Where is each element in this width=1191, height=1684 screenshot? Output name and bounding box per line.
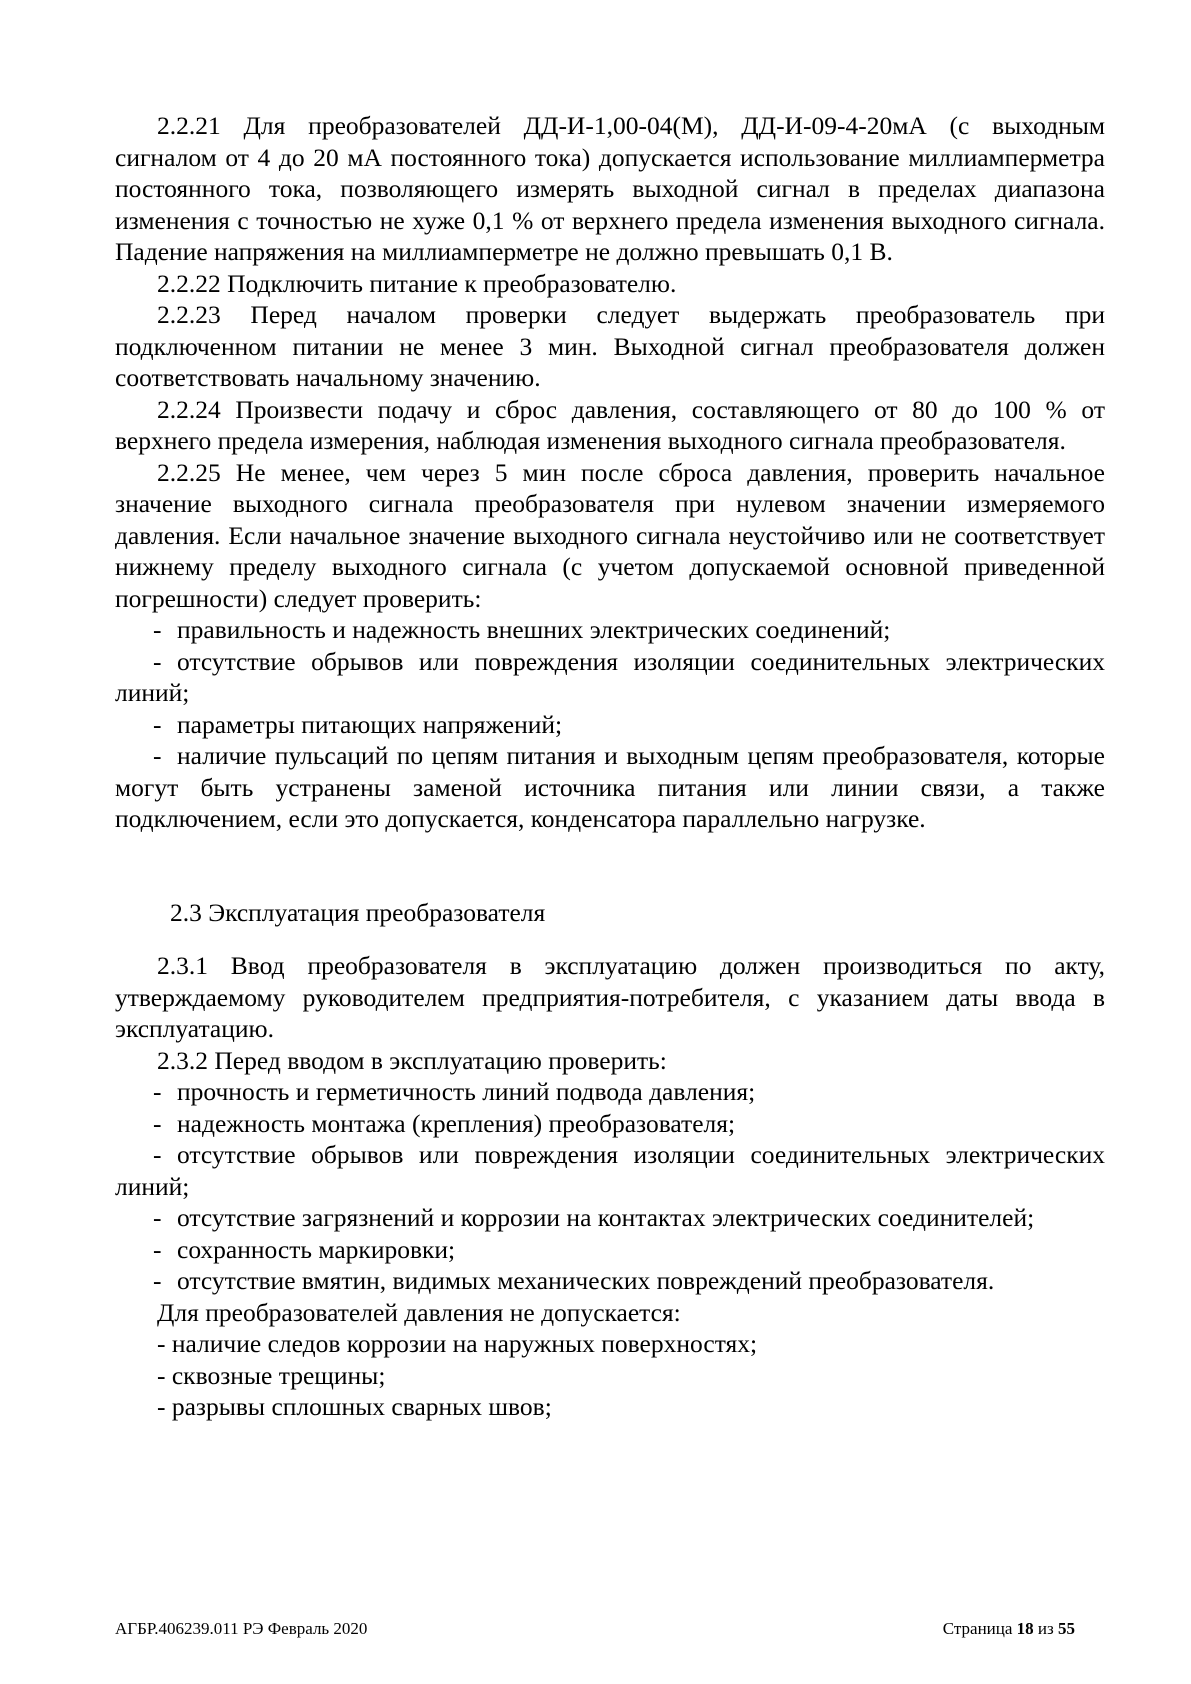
paragraph-2-3-1: 2.3.1 Ввод преобразователя в эксплуатацию должен производиться по акту, утверждаемому руководителем предприятия-потребителя, с указанием даты ввода в эксплуатацию. <box>115 951 1105 1043</box>
list-item: - надежность монтажа (крепления) преобразователя; <box>153 1108 736 1138</box>
check-list-1 <box>115 614 1105 835</box>
page-current: 18 <box>1016 1619 1034 1638</box>
list-item: - правильность и надежность внешних электрических соединений; <box>153 615 891 644</box>
list-item: - отсутствие обрывов или повреждения изоляции соединительных электрических линий; <box>115 1140 1105 1201</box>
page-of-word: из <box>1037 1619 1054 1638</box>
paragraph-2-2-25: 2.2.25 Не менее, чем через 5 мин после сброса давления, проверить начальное значение выходного сигнала преобразователя при нулевом значении измеряемого давления. Если начальное значение выходного сигнала неустойчиво или не соответствует нижнему пределу выходного сигнала (с учетом допускаемой основной приведенной погрешности) следует проверить: <box>115 457 1105 613</box>
document-code: АГБР.406239.011 РЭ Февраль 2020 <box>115 1619 368 1638</box>
list-item: - наличие следов коррозии на наружных поверхностях; <box>157 1329 758 1358</box>
paragraph-2-2-22: 2.2.22 Подключить питание к преобразователю. <box>157 268 677 298</box>
list-item: - отсутствие загрязнений и коррозии на контактах электрических соединителей; <box>153 1203 1035 1232</box>
list-item: - отсутствие обрывов или повреждения изоляции соединительных электрических линий; <box>115 646 1105 707</box>
list-item: - параметры питающих напряжений; <box>153 709 563 739</box>
page-word: Страница <box>942 1619 1013 1638</box>
list-item: - отсутствие вмятин, видимых механических повреждений преобразователя. <box>153 1266 995 1295</box>
document-body <box>115 110 1105 1423</box>
list-item: - прочность и герметичность линий подвода давления; <box>153 1077 756 1106</box>
paragraph-2-2-21: 2.2.21 Для преобразователей ДД-И-1,00-04(М), ДД-И-09-4-20мА (с выходным сигналом от 4 до 20 мА постоянного тока) допускается использование миллиамперметра постоянного тока, позволяющего измерять выходной сигнал в пределах диапазона изменения с точностью не хуже 0,1 % от верхнего предела изменения выходного сигнала. Падение напряжения на миллиамперметре не должно превышать 0,1 В. <box>115 111 1105 266</box>
paragraph-2-2-23: 2.2.23 Перед началом проверки следует выдержать преобразователь при подключенном питании не менее 3 мин. Выходной сигнал преобразователя должен соответствовать начальному значению. <box>115 300 1105 392</box>
page-number <box>943 1618 1075 1640</box>
check-list-2 <box>115 1076 1105 1297</box>
list-item: - сохранность маркировки; <box>153 1234 456 1264</box>
paragraph-2-3-2: 2.3.2 Перед вводом в эксплуатацию проверить: <box>157 1045 667 1075</box>
list-item: - разрывы сплошных сварных швов; <box>157 1392 552 1421</box>
paragraph-2-2-24: 2.2.24 Произвести подачу и сброс давления, составляющего от 80 до 100 % от верхнего предела измерения, наблюдая изменения выходного сигнала преобразователя. <box>115 394 1105 455</box>
list-item: - наличие пульсаций по цепям питания и выходным цепям преобразователя, которые могут быть устранены заменой источника питания или линии связи, а также подключением, если это допускается, конденсатора параллельно нагрузке. <box>115 741 1105 833</box>
not-allowed-intro: Для преобразователей давления не допускается: <box>157 1297 681 1327</box>
section-heading: 2.3 Эксплуатация преобразователя <box>170 897 546 927</box>
not-allowed-list <box>115 1328 1105 1423</box>
page-total: 55 <box>1058 1619 1075 1638</box>
list-item: - сквозные трещины; <box>157 1360 386 1390</box>
